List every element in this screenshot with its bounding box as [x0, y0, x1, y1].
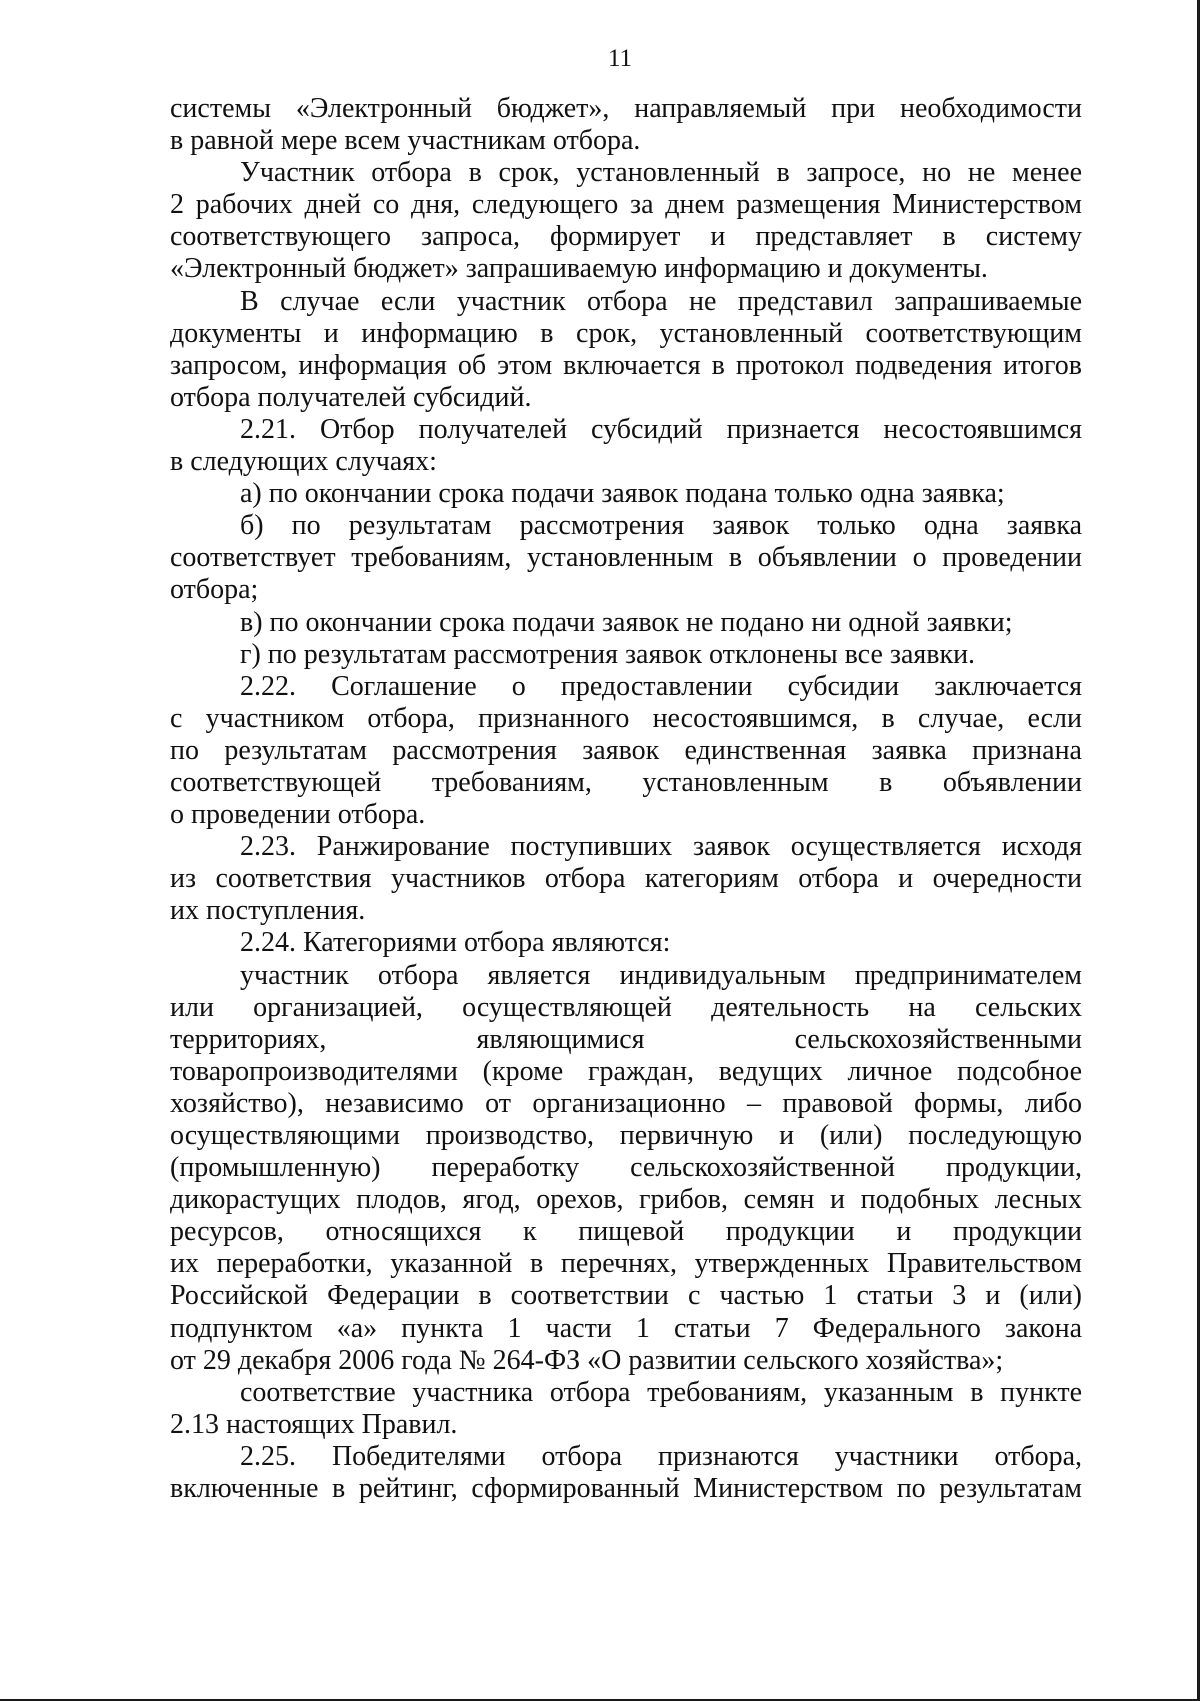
text-line: соответствие участника отбора требованиям, указанным в пункте: [240, 1376, 1082, 1408]
page-number: 11: [607, 45, 633, 72]
text-line: осуществляющими производство, первичную и (или) последующую: [170, 1120, 1082, 1151]
text-line: (промышленную) переработку сельскохозяйственной продукции,: [170, 1152, 1082, 1184]
text-line: 2.22. Соглашение о предоставлении субсидии заключается: [240, 670, 1082, 702]
text-line: от 29 декабря 2006 года № 264-ФЗ «О развитии сельского хозяйства»;: [170, 1344, 1004, 1376]
text-line: соответствующего запроса, формирует и представляет в систему: [170, 221, 1082, 253]
text-line: запросом, информация об этом включается в протокол подведения итогов: [170, 349, 1082, 381]
text-line: б) по результатам рассмотрения заявок только одна заявка: [240, 510, 1082, 542]
text-line: подпунктом «а» пункта 1 части 1 статьи 7 Федерального закона: [170, 1312, 1082, 1344]
text-line: в следующих случаях:: [170, 446, 437, 478]
text-line: В случае если участник отбора не представил запрашиваемые: [240, 285, 1082, 317]
text-line: документы и информацию в срок, установленный соответствующим: [170, 317, 1082, 349]
text-line: территориях, являющимися сельскохозяйственными: [170, 1023, 1082, 1055]
text-line: отбора;: [170, 574, 259, 606]
text-line: их переработки, указанной в перечнях, утвержденных Правительством: [170, 1248, 1082, 1280]
text-line: в равной мере всем участникам отбора.: [170, 125, 641, 157]
text-line: «Электронный бюджет» запрашиваемую информацию и документы.: [170, 253, 988, 285]
text-line: 2.13 настоящих Правил.: [170, 1408, 458, 1440]
text-line: дикорастущих плодов, ягод, орехов, грибов, семян и подобных лесных: [170, 1184, 1082, 1216]
text-line: о проведении отбора.: [170, 799, 426, 831]
text-line: включенные в рейтинг, сформированный Министерством по результатам: [170, 1473, 1082, 1505]
text-line: с участником отбора, признанного несостоявшимся, в случае, если: [170, 702, 1082, 734]
text-line: 2 рабочих дней со дня, следующего за днем размещения Министерством: [170, 189, 1082, 221]
text-line: из соответствия участников отбора категориям отбора и очередности: [170, 863, 1082, 895]
text-line: 2.21. Отбор получателей субсидий признается несостоявшимся: [240, 413, 1082, 445]
text-line: по результатам рассмотрения заявок единственная заявка признана: [170, 734, 1082, 766]
text-line: Участник отбора в срок, установленный в запросе, но не менее: [240, 157, 1082, 189]
text-line: системы «Электронный бюджет», направляемый при необходимости: [170, 93, 1082, 124]
text-line: участник отбора является индивидуальным предпринимателем: [240, 959, 1082, 991]
text-line: соответствует требованиям, установленным в объявлении о проведении: [170, 542, 1082, 574]
text-line: в) по окончании срока подачи заявок не подано ни одной заявки;: [240, 606, 1013, 638]
text-line: хозяйство), независимо от организационно – правовой формы, либо: [170, 1087, 1082, 1119]
text-line: их поступления.: [170, 895, 366, 927]
text-line: отбора получателей субсидий.: [170, 381, 532, 413]
text-line: а) по окончании срока подачи заявок подана только одна заявка;: [240, 478, 1005, 510]
text-line: или организацией, осуществляющей деятельность на сельских: [170, 991, 1082, 1023]
text-line: товаропроизводителями (кроме граждан, ведущих личное подсобное: [170, 1055, 1082, 1087]
text-line: ресурсов, относящихся к пищевой продукции и продукции: [170, 1216, 1082, 1248]
text-line: 2.23. Ранжирование поступивших заявок осуществляется исходя: [240, 831, 1082, 863]
text-line: Российской Федерации в соответствии с частью 1 статьи 3 и (или): [170, 1280, 1082, 1312]
document-body: [170, 93, 1082, 1505]
text-line: соответствующей требованиям, установленным в объявлении: [170, 766, 1082, 798]
text-line: г) по результатам рассмотрения заявок отклонены все заявки.: [240, 638, 976, 670]
text-line: 2.25. Победителями отбора признаются участники отбора,: [240, 1440, 1082, 1472]
text-line: 2.24. Категориями отбора являются:: [240, 927, 671, 959]
